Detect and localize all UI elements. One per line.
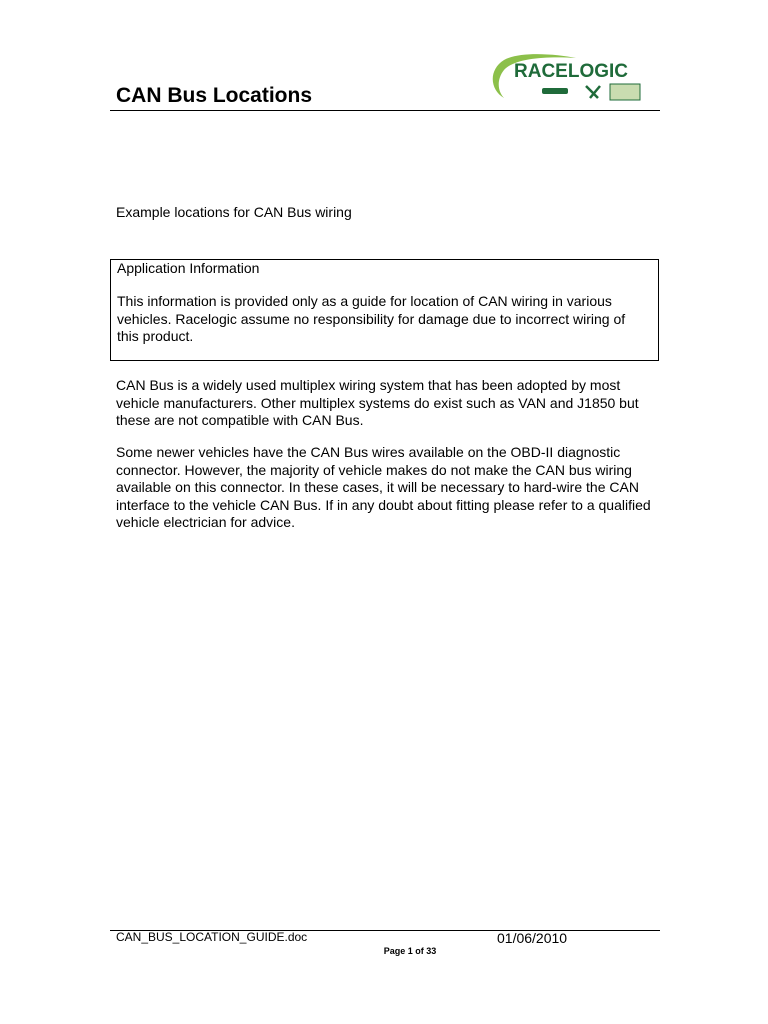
logo-car-icon	[542, 88, 568, 94]
logo-bike-icon	[586, 86, 600, 98]
paragraph-obd-connector: Some newer vehicles have the CAN Bus wires available on the OBD-II diagnostic connector. However, the majority of vehicle makes do not make the CAN bus wiring available on this connector. In these cases, it will be necessary to hard-wire the CAN interface to the vehicle CAN Bus. If in any doubt about fitting please refer to a qualified vehicle electrician for advice.	[116, 444, 651, 530]
racelogic-logo	[486, 52, 648, 108]
paragraph-can-bus-overview: CAN Bus is a widely used multiplex wiring system that has been adopted by most vehicle manufacturers. Other multiplex systems do exist such as VAN and J1850 but these are not compatible with CAN Bus.	[116, 377, 639, 428]
intro-text: Example locations for CAN Bus wiring	[116, 204, 352, 220]
logo-text: RACELOGIC	[514, 61, 628, 82]
footer-date: 01/06/2010	[497, 930, 568, 946]
logo-badge-icon	[610, 84, 640, 100]
footer-page-number: Page 1 of 33	[383, 946, 437, 956]
page-title: CAN Bus Locations	[116, 84, 313, 107]
application-information-box	[110, 259, 659, 361]
footer-filename: CAN_BUS_LOCATION_GUIDE.doc	[116, 930, 308, 944]
info-box-heading: Application Information	[117, 260, 260, 276]
info-box-body: This information is provided only as a guide for location of CAN wiring in various vehicles. Racelogic assume no responsibility for damage due to incorrect wiring of this product.	[117, 293, 626, 344]
header-rule	[110, 110, 660, 111]
